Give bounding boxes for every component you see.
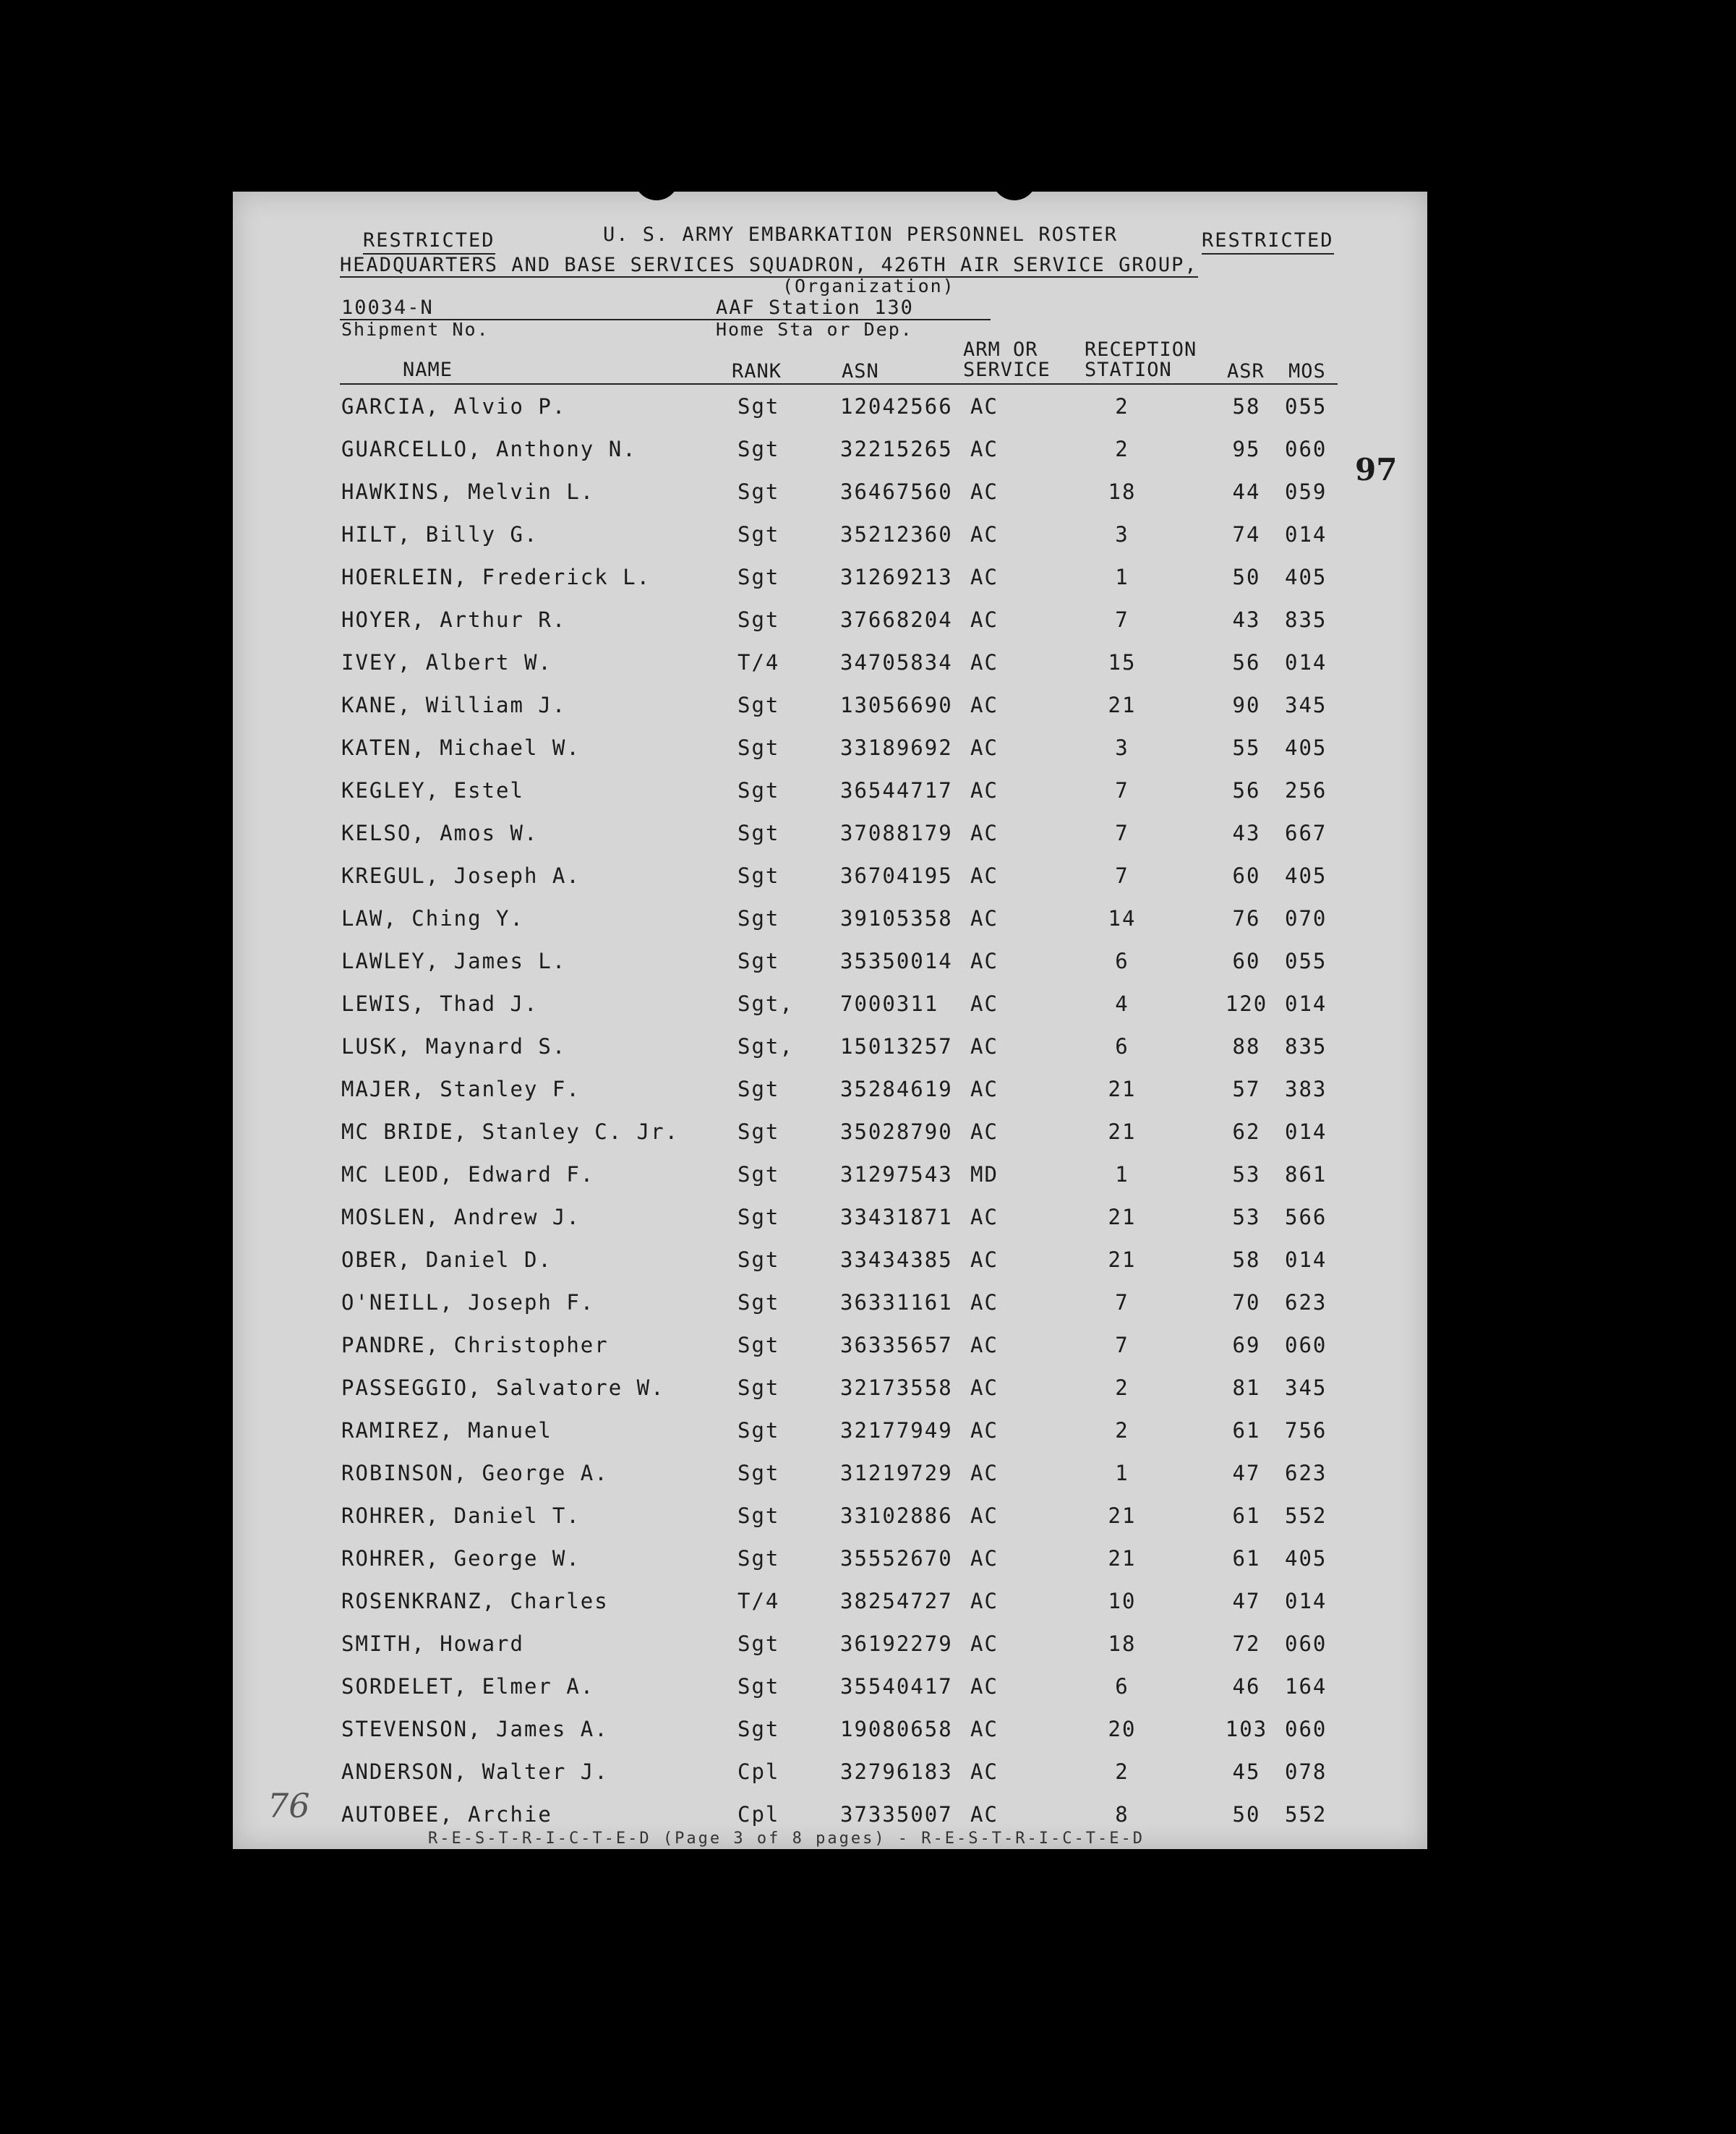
table-row [233,991,1427,1034]
roster-page [233,192,1427,1849]
cell-reception-station: 21 [1108,1119,1137,1144]
table-row [233,1205,1427,1247]
table-row [233,735,1427,778]
cell-mos: 060 [1285,1631,1327,1656]
cell-mos: 014 [1285,650,1327,675]
cell-reception-station: 2 [1115,437,1129,461]
cell-rank: Sgt [737,394,780,419]
cell-reception-station: 7 [1115,863,1129,888]
col-head-arm-2: SERVICE [963,359,1051,381]
table-row [233,522,1427,565]
cell-rank: Sgt [737,735,780,760]
handwritten-number: 76 [268,1786,310,1825]
col-head-reception-1: RECEPTION [1085,338,1197,361]
cell-asn: 35284619 [840,1077,953,1101]
cell-reception-station: 14 [1108,906,1137,931]
cell-mos: 405 [1285,1546,1327,1571]
cell-asr: 62 [1232,1119,1261,1144]
cell-arm-service: AC [970,565,999,589]
cell-mos: 405 [1285,863,1327,888]
cell-arm-service: AC [970,778,999,803]
cell-rank: Sgt [737,1077,780,1101]
cell-asn: 35540417 [840,1674,953,1699]
cell-arm-service: AC [970,522,999,547]
cell-rank: Cpl [737,1802,780,1827]
cell-name: ROBINSON, George A. [341,1461,609,1485]
cell-reception-station: 1 [1115,1461,1129,1485]
cell-reception-station: 20 [1108,1717,1137,1741]
cell-arm-service: AC [970,906,999,931]
cell-reception-station: 7 [1115,1333,1129,1357]
table-row [233,1461,1427,1503]
table-row [233,1375,1427,1418]
cell-reception-station: 1 [1115,565,1129,589]
cell-asr: 44 [1232,479,1261,504]
cell-name: KATEN, Michael W. [341,735,581,760]
roster-title: U. S. ARMY EMBARKATION PERSONNEL ROSTER [603,223,1118,246]
cell-name: HILT, Billy G. [341,522,539,547]
cell-arm-service: AC [970,693,999,717]
cell-mos: 345 [1285,1375,1327,1400]
cell-rank: Sgt [737,821,780,845]
cell-arm-service: AC [970,1717,999,1741]
cell-name: SORDELET, Elmer A. [341,1674,595,1699]
cell-asn: 39105358 [840,906,953,931]
cell-name: O'NEILL, Joseph F. [341,1290,595,1315]
cell-mos: 070 [1285,906,1327,931]
cell-reception-station: 21 [1108,693,1137,717]
cell-rank: Sgt [737,1503,780,1528]
cell-asn: 36704195 [840,863,953,888]
cell-name: MOSLEN, Andrew J. [341,1205,581,1229]
table-row [233,1546,1427,1589]
cell-mos: 756 [1285,1418,1327,1443]
cell-arm-service: AC [970,821,999,845]
cell-mos: 667 [1285,821,1327,845]
cell-mos: 078 [1285,1759,1327,1784]
cell-asn: 35552670 [840,1546,953,1571]
table-row [233,479,1427,522]
cell-asr: 74 [1232,522,1261,547]
table-row [233,1162,1427,1205]
cell-asn: 35212360 [840,522,953,547]
cell-name: STEVENSON, James A. [341,1717,609,1741]
cell-rank: Sgt [737,479,780,504]
cell-asn: 33434385 [840,1247,953,1272]
cell-arm-service: AC [970,1503,999,1528]
cell-asr: 60 [1232,863,1261,888]
cell-asr: 56 [1232,650,1261,675]
cell-rank: Sgt [737,1247,780,1272]
cell-mos: 552 [1285,1503,1327,1528]
cell-asr: 47 [1232,1461,1261,1485]
table-row [233,1631,1427,1674]
cell-name: IVEY, Albert W. [341,650,552,675]
cell-asn: 36335657 [840,1333,953,1357]
cell-asr: 72 [1232,1631,1261,1656]
cell-asr: 95 [1232,437,1261,461]
cell-asr: 43 [1232,607,1261,632]
cell-reception-station: 2 [1115,1375,1129,1400]
table-row [233,1418,1427,1461]
table-row [233,1119,1427,1162]
cell-reception-station: 18 [1108,479,1137,504]
col-head-arm-1: ARM OR [963,338,1038,361]
col-head-reception-2: STATION [1085,359,1172,381]
cell-asr: 50 [1232,1802,1261,1827]
cell-asn: 33102886 [840,1503,953,1528]
cell-asr: 70 [1232,1290,1261,1315]
cell-name: KANE, William J. [341,693,567,717]
cell-name: KEGLEY, Estel [341,778,524,803]
cell-asn: 32796183 [840,1759,953,1784]
cell-rank: Sgt [737,1674,780,1699]
cell-asn: 36192279 [840,1631,953,1656]
cell-reception-station: 6 [1115,1034,1129,1059]
cell-reception-station: 2 [1115,394,1129,419]
cell-arm-service: AC [970,1119,999,1144]
cell-mos: 055 [1285,394,1327,419]
cell-asr: 58 [1232,394,1261,419]
cell-mos: 861 [1285,1162,1327,1187]
cell-name: KELSO, Amos W. [341,821,539,845]
cell-asr: 120 [1225,991,1268,1016]
table-row [233,565,1427,607]
table-row [233,607,1427,650]
cell-name: PANDRE, Christopher [341,1333,609,1357]
organization-label: (Organization) [782,276,955,296]
cell-arm-service: AC [970,1589,999,1613]
cell-name: GUARCELLO, Anthony N. [341,437,637,461]
cell-name: OBER, Daniel D. [341,1247,552,1272]
cell-arm-service: AC [970,1247,999,1272]
cell-asr: 61 [1232,1546,1261,1571]
cell-asr: 56 [1232,778,1261,803]
table-row [233,949,1427,991]
table-row [233,650,1427,693]
cell-name: ROHRER, Daniel T. [341,1503,581,1528]
cell-mos: 055 [1285,949,1327,973]
cell-reception-station: 21 [1108,1546,1137,1571]
cell-mos: 014 [1285,1119,1327,1144]
cell-reception-station: 10 [1108,1589,1137,1613]
cell-asr: 103 [1225,1717,1268,1741]
cell-rank: Sgt [737,1375,780,1400]
cell-arm-service: AC [970,607,999,632]
column-header-rule [340,383,1338,385]
cell-asn: 37335007 [840,1802,953,1827]
page-footer: R-E-S-T-R-I-C-T-E-D (Page 3 of 8 pages) - R-E-S-T-R-I-C-T-E-D [428,1830,1145,1848]
cell-arm-service: AC [970,1034,999,1059]
cell-arm-service: AC [970,1290,999,1315]
cell-rank: Sgt [737,565,780,589]
table-row [233,1589,1427,1631]
cell-asn: 36544717 [840,778,953,803]
cell-mos: 059 [1285,479,1327,504]
cell-asr: 53 [1232,1162,1261,1187]
cell-asn: 15013257 [840,1034,953,1059]
col-head-mos: MOS [1288,360,1326,383]
cell-name: HOYER, Arthur R. [341,607,567,632]
shipment-label: Shipment No. [341,319,489,340]
cell-asn: 31219729 [840,1461,953,1485]
restricted-left-label: RESTRICTED [363,229,495,255]
cell-asn: 34705834 [840,650,953,675]
table-row [233,863,1427,906]
cell-reception-station: 3 [1115,735,1129,760]
cell-arm-service: AC [970,949,999,973]
cell-asn: 36331161 [840,1290,953,1315]
cell-name: ANDERSON, Walter J. [341,1759,609,1784]
cell-reception-station: 21 [1108,1247,1137,1272]
cell-mos: 566 [1285,1205,1327,1229]
cell-asr: 43 [1232,821,1261,845]
table-row [233,906,1427,949]
cell-asn: 19080658 [840,1717,953,1741]
cell-reception-station: 2 [1115,1418,1129,1443]
cell-asn: 37088179 [840,821,953,845]
cell-reception-station: 2 [1115,1759,1129,1784]
cell-mos: 060 [1285,437,1327,461]
cell-reception-station: 3 [1115,522,1129,547]
cell-arm-service: AC [970,735,999,760]
cell-reception-station: 7 [1115,607,1129,632]
cell-asr: 53 [1232,1205,1261,1229]
table-row [233,394,1427,437]
cell-rank: Sgt, [737,1034,794,1059]
cell-arm-service: AC [970,1802,999,1827]
cell-name: GARCIA, Alvio P. [341,394,567,419]
cell-reception-station: 15 [1108,650,1137,675]
cell-reception-station: 6 [1115,1674,1129,1699]
cell-rank: Sgt [737,1461,780,1485]
cell-asn: 13056690 [840,693,953,717]
cell-arm-service: AC [970,1418,999,1443]
cell-asr: 50 [1232,565,1261,589]
cell-arm-service: AC [970,479,999,504]
cell-asr: 45 [1232,1759,1261,1784]
table-row [233,1759,1427,1802]
cell-arm-service: AC [970,1333,999,1357]
cell-mos: 014 [1285,991,1327,1016]
organization-name: HEADQUARTERS AND BASE SERVICES SQUADRON, 426TH AIR SERVICE GROUP, [340,254,1198,276]
cell-mos: 164 [1285,1674,1327,1699]
cell-arm-service: AC [970,650,999,675]
cell-name: ROSENKRANZ, Charles [341,1589,609,1613]
table-row [233,1077,1427,1119]
cell-arm-service: AC [970,1546,999,1571]
cell-rank: Sgt [737,1205,780,1229]
cell-rank: Sgt [737,1162,780,1187]
cell-name: KREGUL, Joseph A. [341,863,581,888]
margin-page-number: 97 [1355,452,1398,487]
cell-asr: 58 [1232,1247,1261,1272]
cell-name: ROHRER, George W. [341,1546,581,1571]
cell-asr: 90 [1232,693,1261,717]
cell-mos: 552 [1285,1802,1327,1827]
cell-reception-station: 7 [1115,1290,1129,1315]
cell-name: MC BRIDE, Stanley C. Jr. [341,1119,680,1144]
cell-arm-service: AC [970,1674,999,1699]
col-head-asn: ASN [842,360,879,383]
cell-rank: Sgt [737,863,780,888]
cell-mos: 623 [1285,1290,1327,1315]
col-head-asr: ASR [1227,360,1265,383]
cell-name: LAW, Ching Y. [341,906,524,931]
cell-name: RAMIREZ, Manuel [341,1418,552,1443]
cell-name: AUTOBEE, Archie [341,1802,552,1827]
cell-asn: 36467560 [840,479,953,504]
col-head-rank: RANK [732,360,782,383]
cell-rank: Sgt [737,949,780,973]
cell-asn: 12042566 [840,394,953,419]
punch-hole-right [992,155,1037,200]
cell-mos: 345 [1285,693,1327,717]
cell-arm-service: AC [970,1461,999,1485]
cell-reception-station: 7 [1115,821,1129,845]
cell-name: SMITH, Howard [341,1631,524,1656]
cell-reception-station: 21 [1108,1205,1137,1229]
cell-name: MC LEOD, Edward F. [341,1162,595,1187]
cell-arm-service: AC [970,1631,999,1656]
cell-asr: 88 [1232,1034,1261,1059]
cell-arm-service: AC [970,1759,999,1784]
cell-name: HAWKINS, Melvin L. [341,479,595,504]
cell-asr: 55 [1232,735,1261,760]
cell-rank: Cpl [737,1759,780,1784]
cell-name: LAWLEY, James L. [341,949,567,973]
cell-asn: 32177949 [840,1418,953,1443]
table-row [233,821,1427,863]
table-row [233,1333,1427,1375]
cell-mos: 835 [1285,607,1327,632]
cell-rank: Sgt [737,693,780,717]
cell-rank: Sgt [737,778,780,803]
cell-arm-service: AC [970,1375,999,1400]
cell-mos: 014 [1285,522,1327,547]
cell-asr: 47 [1232,1589,1261,1613]
cell-asr: 61 [1232,1503,1261,1528]
table-row [233,1717,1427,1759]
cell-asn: 31297543 [840,1162,953,1187]
cell-rank: Sgt, [737,991,794,1016]
cell-mos: 014 [1285,1247,1327,1272]
cell-name: PASSEGGIO, Salvatore W. [341,1375,665,1400]
cell-reception-station: 7 [1115,778,1129,803]
cell-asn: 31269213 [840,565,953,589]
cell-arm-service: AC [970,991,999,1016]
cell-asr: 60 [1232,949,1261,973]
table-row [233,1247,1427,1290]
cell-arm-service: AC [970,394,999,419]
restricted-right-label: RESTRICTED [1202,229,1334,255]
cell-reception-station: 1 [1115,1162,1129,1187]
cell-asn: 7000311 [840,991,939,1016]
cell-mos: 383 [1285,1077,1327,1101]
table-row [233,1034,1427,1077]
cell-asr: 61 [1232,1418,1261,1443]
cell-name: LEWIS, Thad J. [341,991,539,1016]
cell-mos: 060 [1285,1717,1327,1741]
punch-hole-left [634,155,679,200]
cell-arm-service: AC [970,437,999,461]
cell-mos: 405 [1285,565,1327,589]
table-row [233,1674,1427,1717]
cell-asn: 38254727 [840,1589,953,1613]
cell-mos: 060 [1285,1333,1327,1357]
cell-rank: Sgt [737,1119,780,1144]
cell-name: MAJER, Stanley F. [341,1077,581,1101]
cell-arm-service: AC [970,1077,999,1101]
cell-name: LUSK, Maynard S. [341,1034,567,1059]
cell-asr: 57 [1232,1077,1261,1101]
cell-rank: Sgt [737,1717,780,1741]
cell-asn: 33431871 [840,1205,953,1229]
cell-rank: T/4 [737,1589,780,1613]
cell-name: HOERLEIN, Frederick L. [341,565,651,589]
cell-asr: 81 [1232,1375,1261,1400]
cell-rank: Sgt [737,906,780,931]
cell-asn: 37668204 [840,607,953,632]
cell-asn: 35350014 [840,949,953,973]
table-row [233,778,1427,821]
cell-asn: 32215265 [840,437,953,461]
table-row [233,1503,1427,1546]
cell-asr: 46 [1232,1674,1261,1699]
cell-reception-station: 21 [1108,1077,1137,1101]
cell-asn: 35028790 [840,1119,953,1144]
table-row [233,437,1427,479]
cell-mos: 835 [1285,1034,1327,1059]
cell-rank: Sgt [737,437,780,461]
cell-rank: Sgt [737,1290,780,1315]
table-row [233,1290,1427,1333]
cell-arm-service: MD [970,1162,999,1187]
cell-mos: 256 [1285,778,1327,803]
cell-asr: 76 [1232,906,1261,931]
cell-reception-station: 21 [1108,1503,1137,1528]
cell-rank: Sgt [737,522,780,547]
cell-arm-service: AC [970,1205,999,1229]
cell-mos: 405 [1285,735,1327,760]
cell-mos: 623 [1285,1461,1327,1485]
cell-rank: Sgt [737,1333,780,1357]
cell-asn: 33189692 [840,735,953,760]
cell-rank: Sgt [737,1418,780,1443]
home-station-label: Home Sta or Dep. [716,319,913,340]
cell-arm-service: AC [970,863,999,888]
cell-rank: T/4 [737,650,780,675]
cell-mos: 014 [1285,1589,1327,1613]
cell-reception-station: 8 [1115,1802,1129,1827]
shipment-number: 10034-N [341,296,434,319]
table-row [233,693,1427,735]
cell-reception-station: 6 [1115,949,1129,973]
cell-rank: Sgt [737,1631,780,1656]
cell-asn: 32173558 [840,1375,953,1400]
cell-asr: 69 [1232,1333,1261,1357]
home-station: AAF Station 130 [716,296,914,319]
cell-rank: Sgt [737,1546,780,1571]
cell-reception-station: 4 [1115,991,1129,1016]
cell-rank: Sgt [737,607,780,632]
col-head-name: NAME [403,359,453,381]
cell-reception-station: 18 [1108,1631,1137,1656]
